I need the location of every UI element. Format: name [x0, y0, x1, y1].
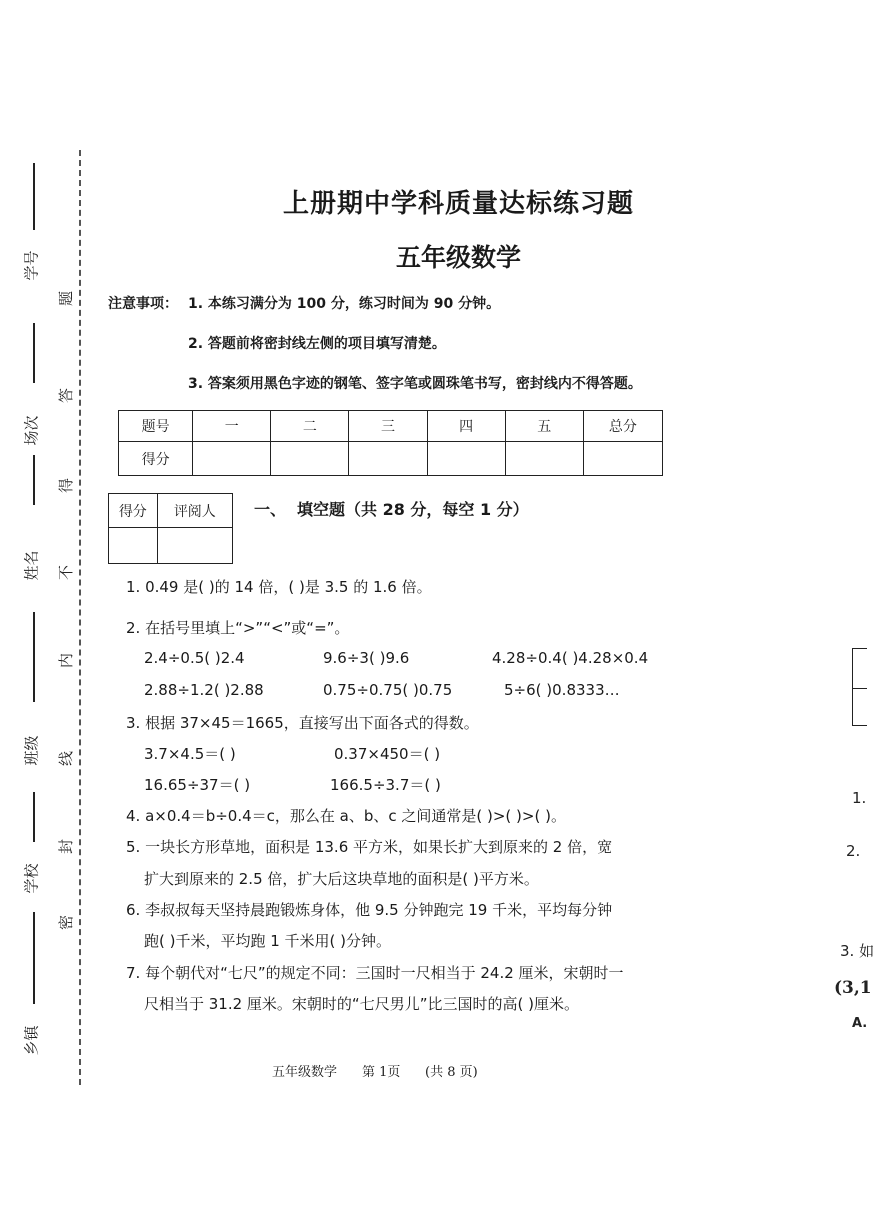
score-cell[interactable]: [505, 442, 583, 476]
score-table-header: 三: [349, 411, 427, 442]
question-7-line-2: 尺相当于 31.2 厘米。宋朝时的“七尺男儿”比三国时的高( )厘米。: [144, 995, 579, 1013]
notes-prefix: 注意事项：: [108, 296, 178, 312]
score-cell[interactable]: [427, 442, 505, 476]
edge-mark: (3,1: [834, 978, 872, 998]
town-label: 乡镇: [22, 1025, 41, 1056]
footer-total: (共 8 页): [425, 1065, 478, 1080]
page-subtitle: 五年级数学: [395, 243, 521, 272]
score-table-header: 题号: [119, 411, 193, 442]
seal-char: 封: [57, 838, 76, 855]
seal-char: 题: [57, 290, 76, 307]
question-5-line-1: 5. 一块长方形草地，面积是 13.6 平方米，如果长扩大到原来的 2 倍，宽: [126, 838, 613, 856]
room-label: 场次: [22, 415, 41, 446]
town-field-line: [33, 912, 35, 1004]
seal-dashed-line: [79, 150, 81, 1085]
seal-char: 得: [57, 477, 76, 494]
score-row-label: 得分: [119, 442, 193, 476]
grader-name-label: 评阅人: [157, 494, 232, 528]
notes-item-2: 2. 答题前将密封线左侧的项目填写清楚。: [188, 336, 446, 352]
edge-mark: A.: [852, 1016, 868, 1031]
edge-mark: 2.: [846, 842, 861, 860]
question-3-item: 16.65÷37＝( ): [144, 776, 251, 794]
question-2-item: 9.6÷3( )9.6: [323, 649, 410, 667]
score-table-header: 五: [505, 411, 583, 442]
question-2-item: 4.28÷0.4( )4.28×0.4: [492, 649, 649, 667]
question-6-line-1: 6. 李叔叔每天坚持晨跑锻炼身体，他 9.5 分钟跑完 19 千米，平均每分钟: [126, 901, 613, 919]
score-table-header: 二: [271, 411, 349, 442]
name-field-line: [33, 455, 35, 505]
seal-char: 线: [57, 750, 76, 767]
question-3-item: 166.5÷3.7＝( ): [330, 776, 441, 794]
score-cell[interactable]: [349, 442, 427, 476]
name-label: 姓名: [22, 550, 41, 581]
question-4: 4. a×0.4＝b÷0.4＝c，那么在 a、b、c 之间通常是( )>( )>( )。: [126, 807, 566, 825]
question-2: 2. 在括号里填上“>”“<”或“=”。: [126, 619, 350, 637]
grader-box: [108, 493, 233, 564]
question-2-item: 5÷6( )0.8333…: [504, 681, 620, 699]
edge-mark: 3. 如: [840, 942, 874, 960]
seal-char: 密: [57, 914, 76, 931]
edge-table-rule: [852, 688, 867, 689]
question-5-line-2: 扩大到原来的 2.5 倍，扩大后这块草地的面积是( )平方米。: [144, 870, 539, 888]
notes-item-3: 3. 答案须用黑色字迹的钢笔、签字笔或圆珠笔书写，密封线内不得答题。: [188, 376, 642, 392]
score-table: [118, 410, 663, 476]
question-3-item: 0.37×450＝( ): [334, 745, 441, 763]
question-2-item: 0.75÷0.75( )0.75: [323, 681, 453, 699]
edge-table-fragment: [852, 648, 867, 726]
question-1: 1. 0.49 是( )的 14 倍，( )是 3.5 的 1.6 倍。: [126, 578, 432, 596]
notes-item-1: 1. 本练习满分为 100 分，练习时间为 90 分钟。: [188, 296, 501, 312]
score-cell[interactable]: [271, 442, 349, 476]
section-number: 一、: [254, 500, 287, 519]
grader-name-cell[interactable]: [157, 528, 232, 564]
score-cell[interactable]: [583, 442, 662, 476]
school-label: 学校: [22, 863, 41, 894]
question-2-item: 2.88÷1.2( )2.88: [144, 681, 264, 699]
edge-mark: 1.: [852, 789, 867, 807]
score-table-score-row: [119, 442, 663, 476]
question-3: 3. 根据 37×45＝1665，直接写出下面各式的得数。: [126, 714, 479, 732]
seal-char: 内: [57, 652, 76, 669]
score-cell[interactable]: [193, 442, 271, 476]
question-7-line-1: 7. 每个朝代对“七尺”的规定不同：三国时一尺相当于 24.2 厘米，宋朝时一: [126, 964, 624, 982]
question-6-line-2: 跑( )千米，平均跑 1 千米用( )分钟。: [144, 932, 392, 950]
footer-page: 第 1页: [362, 1065, 401, 1080]
school-field-line: [33, 792, 35, 842]
seal-char: 不: [57, 564, 76, 581]
score-table-header: 一: [193, 411, 271, 442]
seal-char: 答: [57, 387, 76, 404]
class-field-line: [33, 612, 35, 702]
class-label: 班级: [22, 735, 41, 766]
footer-subject: 五年级数学: [272, 1065, 338, 1080]
score-table-header-row: [119, 411, 663, 442]
student-id-label: 学号: [22, 250, 41, 281]
score-table-header: 四: [427, 411, 505, 442]
room-field-line: [33, 323, 35, 383]
score-table-header: 总分: [583, 411, 662, 442]
grader-score-label: 得分: [109, 494, 158, 528]
question-3-item: 3.7×4.5＝( ): [144, 745, 236, 763]
page-title: 上册期中学科质量达标练习题: [282, 189, 634, 219]
grader-score-cell[interactable]: [109, 528, 158, 564]
question-2-item: 2.4÷0.5( )2.4: [144, 649, 245, 667]
section-title: 填空题（共 28 分，每空 1 分）: [297, 500, 529, 519]
